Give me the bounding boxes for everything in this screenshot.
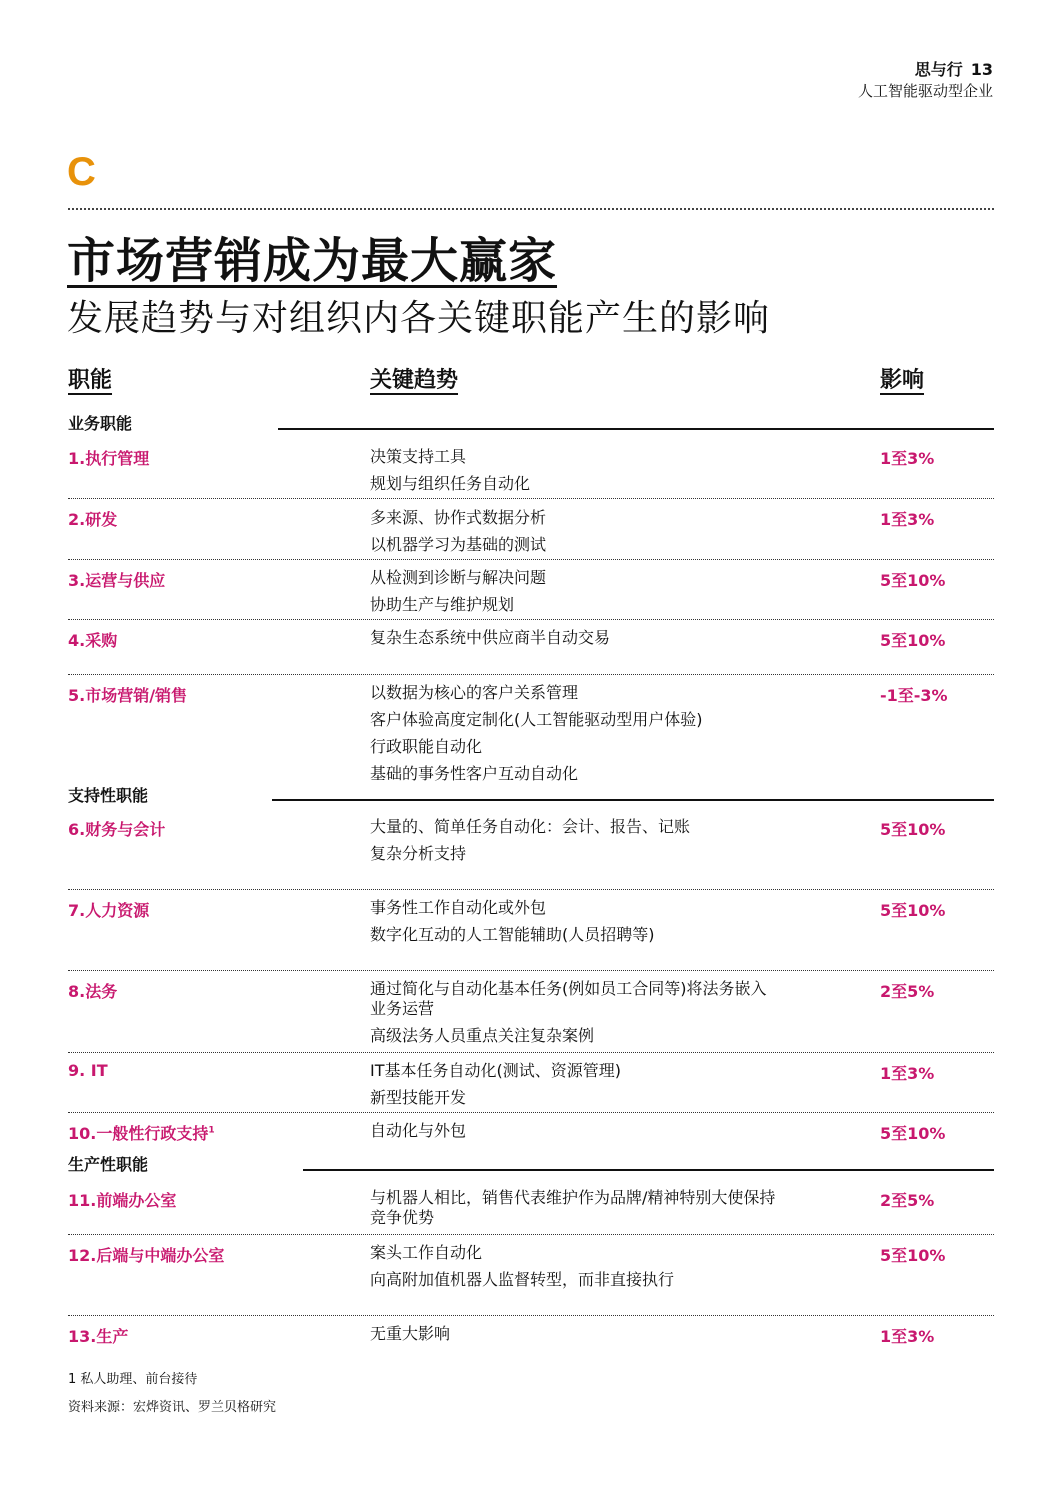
trend-item: 业务运营 (370, 999, 435, 1018)
trend-item: 从检测到诊断与解决问题 (370, 568, 547, 587)
row-trends (370, 1188, 840, 1228)
row-label: 1.执行管理 (68, 449, 150, 468)
page-title: 市场营销成为最大赢家 (67, 233, 558, 289)
row-impact: 5至10% (880, 1124, 946, 1143)
row-trends (370, 894, 840, 948)
trend-item: IT基本任务自动化(测试、资源管理) (370, 1061, 621, 1080)
group-production-rule (303, 1169, 994, 1171)
trend-item: 新型技能开发 (370, 1088, 467, 1107)
group-production: 生产性职能 (68, 1155, 149, 1174)
row-separator (68, 889, 994, 890)
row-separator (68, 619, 994, 620)
row-label (68, 1121, 215, 1144)
trend-item: 以机器学习为基础的测试 (370, 535, 547, 554)
group-business-rule (278, 428, 994, 430)
row-separator (68, 1112, 994, 1113)
trend-item: 复杂生态系统中供应商半自动交易 (370, 628, 611, 647)
section-letter: C (67, 150, 96, 194)
row-label: 2.研发 (68, 510, 118, 529)
trend-item: 高级法务人员重点关注复杂案例 (370, 1026, 595, 1045)
trend-item: 与机器人相比，销售代表维护作为品牌/精神特别大使保持 (370, 1188, 776, 1207)
row-trends (370, 1117, 840, 1144)
row-impact: 1至3% (880, 449, 935, 468)
row-trends (370, 1320, 840, 1347)
column-header-impact: 影响 (880, 368, 925, 393)
row-impact: 5至10% (880, 901, 946, 920)
trend-item: 无重大影响 (370, 1324, 451, 1343)
row-label: 8.法务 (68, 982, 118, 1001)
footnote-marker: 1 (208, 1125, 215, 1136)
footnote-1: 1 私人助理、前台接待 (68, 1372, 198, 1387)
page-subtitle: 发展趋势与对组织内各关键职能产生的影响 (67, 298, 771, 339)
trend-item: 规划与组织任务自动化 (370, 474, 531, 493)
row-label: 12.后端与中端办公室 (68, 1246, 225, 1265)
column-header-trends: 关键趋势 (370, 368, 459, 393)
row-label: 13.生产 (68, 1327, 129, 1346)
row-label: 6.财务与会计 (68, 820, 166, 839)
source-note: 资料来源：宏烨资讯、罗兰贝格研究 (68, 1400, 277, 1415)
trend-item: 多来源、协作式数据分析 (370, 508, 547, 527)
row-label: 11.前端办公室 (68, 1191, 177, 1210)
row-impact: 5至10% (880, 631, 946, 650)
brand-text: 思与行 (914, 60, 963, 79)
row-impact: 5至10% (880, 820, 946, 839)
row-impact: 5至10% (880, 1246, 946, 1265)
page-number: 13 (970, 60, 993, 79)
trend-item: 数字化互动的人工智能辅助(人员招聘等) (370, 925, 655, 944)
row-label: 4.采购 (68, 631, 118, 650)
row-separator (68, 1234, 994, 1235)
row-impact: 1至3% (880, 1327, 935, 1346)
row-separator (68, 970, 994, 971)
row-separator (68, 1052, 994, 1053)
trend-item: 行政职能自动化 (370, 737, 483, 756)
row-label-text: 10.一般性行政支持 (68, 1124, 209, 1143)
group-support: 支持性职能 (68, 786, 149, 805)
column-header-function: 职能 (68, 368, 113, 393)
row-trends (370, 813, 840, 867)
row-impact: 2至5% (880, 982, 935, 1001)
trend-item: 自动化与外包 (370, 1121, 467, 1140)
row-trends (370, 1239, 840, 1293)
trend-item: 客户体验高度定制化(人工智能驱动型用户体验) (370, 710, 703, 729)
trend-item: 向高附加值机器人监督转型，而非直接执行 (370, 1270, 675, 1289)
row-trends (370, 979, 840, 1046)
row-trends (370, 504, 840, 558)
report-name: 人工智能驱动型企业 (857, 82, 993, 100)
trend-item: 复杂分析支持 (370, 844, 467, 863)
group-business: 业务职能 (68, 414, 133, 433)
title-divider (68, 208, 994, 210)
row-trends (370, 443, 840, 497)
row-trends (370, 624, 840, 651)
row-impact: 2至5% (880, 1191, 935, 1210)
row-label: 7.人力资源 (68, 901, 150, 920)
row-impact: -1至-3% (880, 686, 948, 705)
trend-item: 基础的事务性客户互动自动化 (370, 764, 579, 783)
row-separator (68, 559, 994, 560)
row-trends (370, 679, 840, 787)
group-support-rule (272, 799, 994, 801)
row-label: 9. IT (68, 1061, 108, 1080)
trend-item: 通过简化与自动化基本任务(例如员工合同等)将法务嵌入 (370, 979, 767, 998)
row-separator (68, 1315, 994, 1316)
row-impact: 1至3% (880, 1064, 935, 1083)
row-label: 5.市场营销/销售 (68, 686, 188, 705)
trend-item: 案头工作自动化 (370, 1243, 483, 1262)
trend-item: 竞争优势 (370, 1208, 435, 1227)
row-separator (68, 498, 994, 499)
trend-item: 大量的、简单任务自动化：会计、报告、记账 (370, 817, 691, 836)
row-trends (370, 564, 840, 618)
row-separator (68, 674, 994, 675)
trend-item: 协助生产与维护规划 (370, 595, 515, 614)
trend-item: 决策支持工具 (370, 447, 467, 466)
row-label: 3.运营与供应 (68, 571, 166, 590)
brand-label (915, 57, 993, 80)
trend-item: 事务性工作自动化或外包 (370, 898, 547, 917)
trend-item: 以数据为核心的客户关系管理 (370, 683, 579, 702)
row-trends (370, 1057, 840, 1111)
row-impact: 1至3% (880, 510, 935, 529)
row-impact: 5至10% (880, 571, 946, 590)
